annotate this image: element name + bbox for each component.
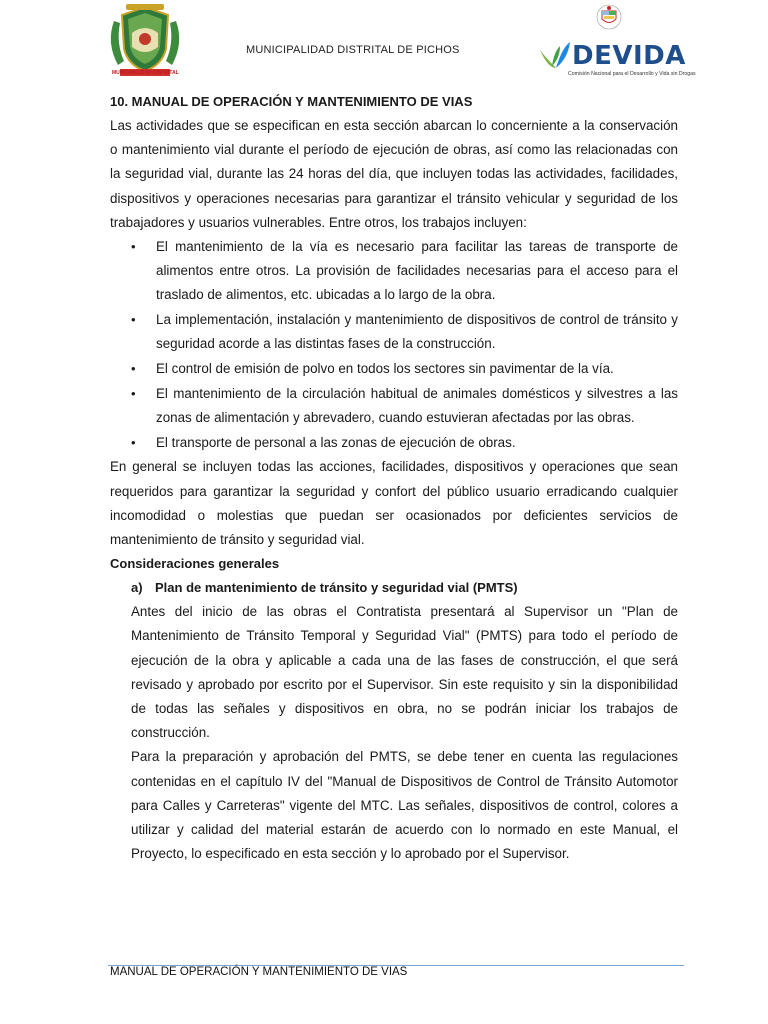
devida-subtitle: Comisión Nacional para el Desarrollo y Vida sin Drogas bbox=[568, 71, 696, 77]
devida-leaf-icon bbox=[538, 40, 572, 70]
crest-banner-text: MUNICIPALIDAD DISTRITAL bbox=[112, 70, 179, 76]
devida-name: DEVIDA bbox=[572, 41, 686, 71]
considerations-heading: Consideraciones generales bbox=[110, 556, 280, 572]
list-item: • El mantenimiento de la circulación habitual de animales domésticos y silvestres a las zonas de alimentación y abrevadero, cuando estuvieran afectadas por las obras. bbox=[156, 382, 678, 431]
item-a-paragraph-2: Para la preparación y aprobación del PMTS, se debe tener en cuenta las regulaciones contenidas en el capítulo IV del "Manual de Dispositivos de Control de Tránsito Automotor para Calles y Carreteras" vigente del MTC. Las señales, dispositivos de control, colores a utilizar y calidad del material estarán de acuerdo con lo normado en este Manual, el Proyecto, lo especificado en esta sección y lo aprobado por el Supervisor. bbox=[131, 749, 678, 862]
document-body bbox=[110, 90, 678, 866]
item-a-paragraph-1: Antes del inicio de las obras el Contratista presentará al Supervisor un "Plan de Mantenimiento de Tránsito Temporal y Seguridad Vial" (PMTS) para todo el período de ejecución de la obra y aplicable a cada una de las fases de construcción, el que será revisado y aprobado por escrito por el Supervisor. Sin este requisito y sin la disponibilidad de todas las señales y dispositivos en obra, no se podrán iniciar los trabajos de construcción. bbox=[131, 604, 678, 741]
list-item: • El control de emisión de polvo en todos los sectores sin pavimentar de la vía. bbox=[156, 357, 678, 382]
page-header bbox=[0, 0, 768, 90]
item-a-marker: a) bbox=[131, 580, 143, 596]
item-a-heading bbox=[131, 576, 678, 600]
footer-text: MANUAL DE OPERACIÓN Y MANTENIMIENTO DE VIAS bbox=[110, 966, 408, 978]
header-title: MUNICIPALIDAD DISTRITAL DE PICHOS bbox=[246, 44, 460, 56]
list-item: • La implementación, instalación y mantenimiento de dispositivos de control de tránsito y seguridad acorde a las distintas fases de la construcción. bbox=[156, 308, 678, 357]
section-title: 10. MANUAL DE OPERACIÓN Y MANTENIMIENTO DE VIAS bbox=[110, 94, 473, 109]
list-item: • El mantenimiento de la vía es necesario para facilitar las tareas de transporte de alimentos entre otros. La provisión de facilidades necesarias para el acceso para el traslado de alimentos, etc. ubicadas a lo largo de la obra. bbox=[156, 235, 678, 308]
peru-coat-of-arms-icon bbox=[596, 4, 622, 30]
devida-logo bbox=[538, 4, 696, 84]
item-a-title: Plan de mantenimiento de tránsito y seguridad vial (PMTS) bbox=[155, 580, 518, 596]
activity-list bbox=[110, 235, 678, 455]
general-paragraph: En general se incluyen todas las acciones, facilidades, dispositivos y operaciones que sean requeridos para garantizar la seguridad y confort del público usuario erradicando cualquier incomodidad o molestias que puedan ser ocasionados por deficientes servicios de mantenimiento de tránsito y seguridad vial. bbox=[110, 459, 678, 547]
list-item: • El transporte de personal a las zonas de ejecución de obras. bbox=[156, 431, 678, 456]
intro-paragraph: Las actividades que se especifican en esta sección abarcan lo concerniente a la conservación o mantenimiento vial durante el período de ejecución de obras, así como las relacionadas con la seguridad vial, durante las 24 horas del día, que incluyen todas las actividades, facilidades, dispositivos y operaciones necesarias para garantizar el tránsito vehicular y seguridad de los trabajadores y usuarios vulnerables. Entre otros, los trabajos incluyen: bbox=[110, 118, 678, 230]
